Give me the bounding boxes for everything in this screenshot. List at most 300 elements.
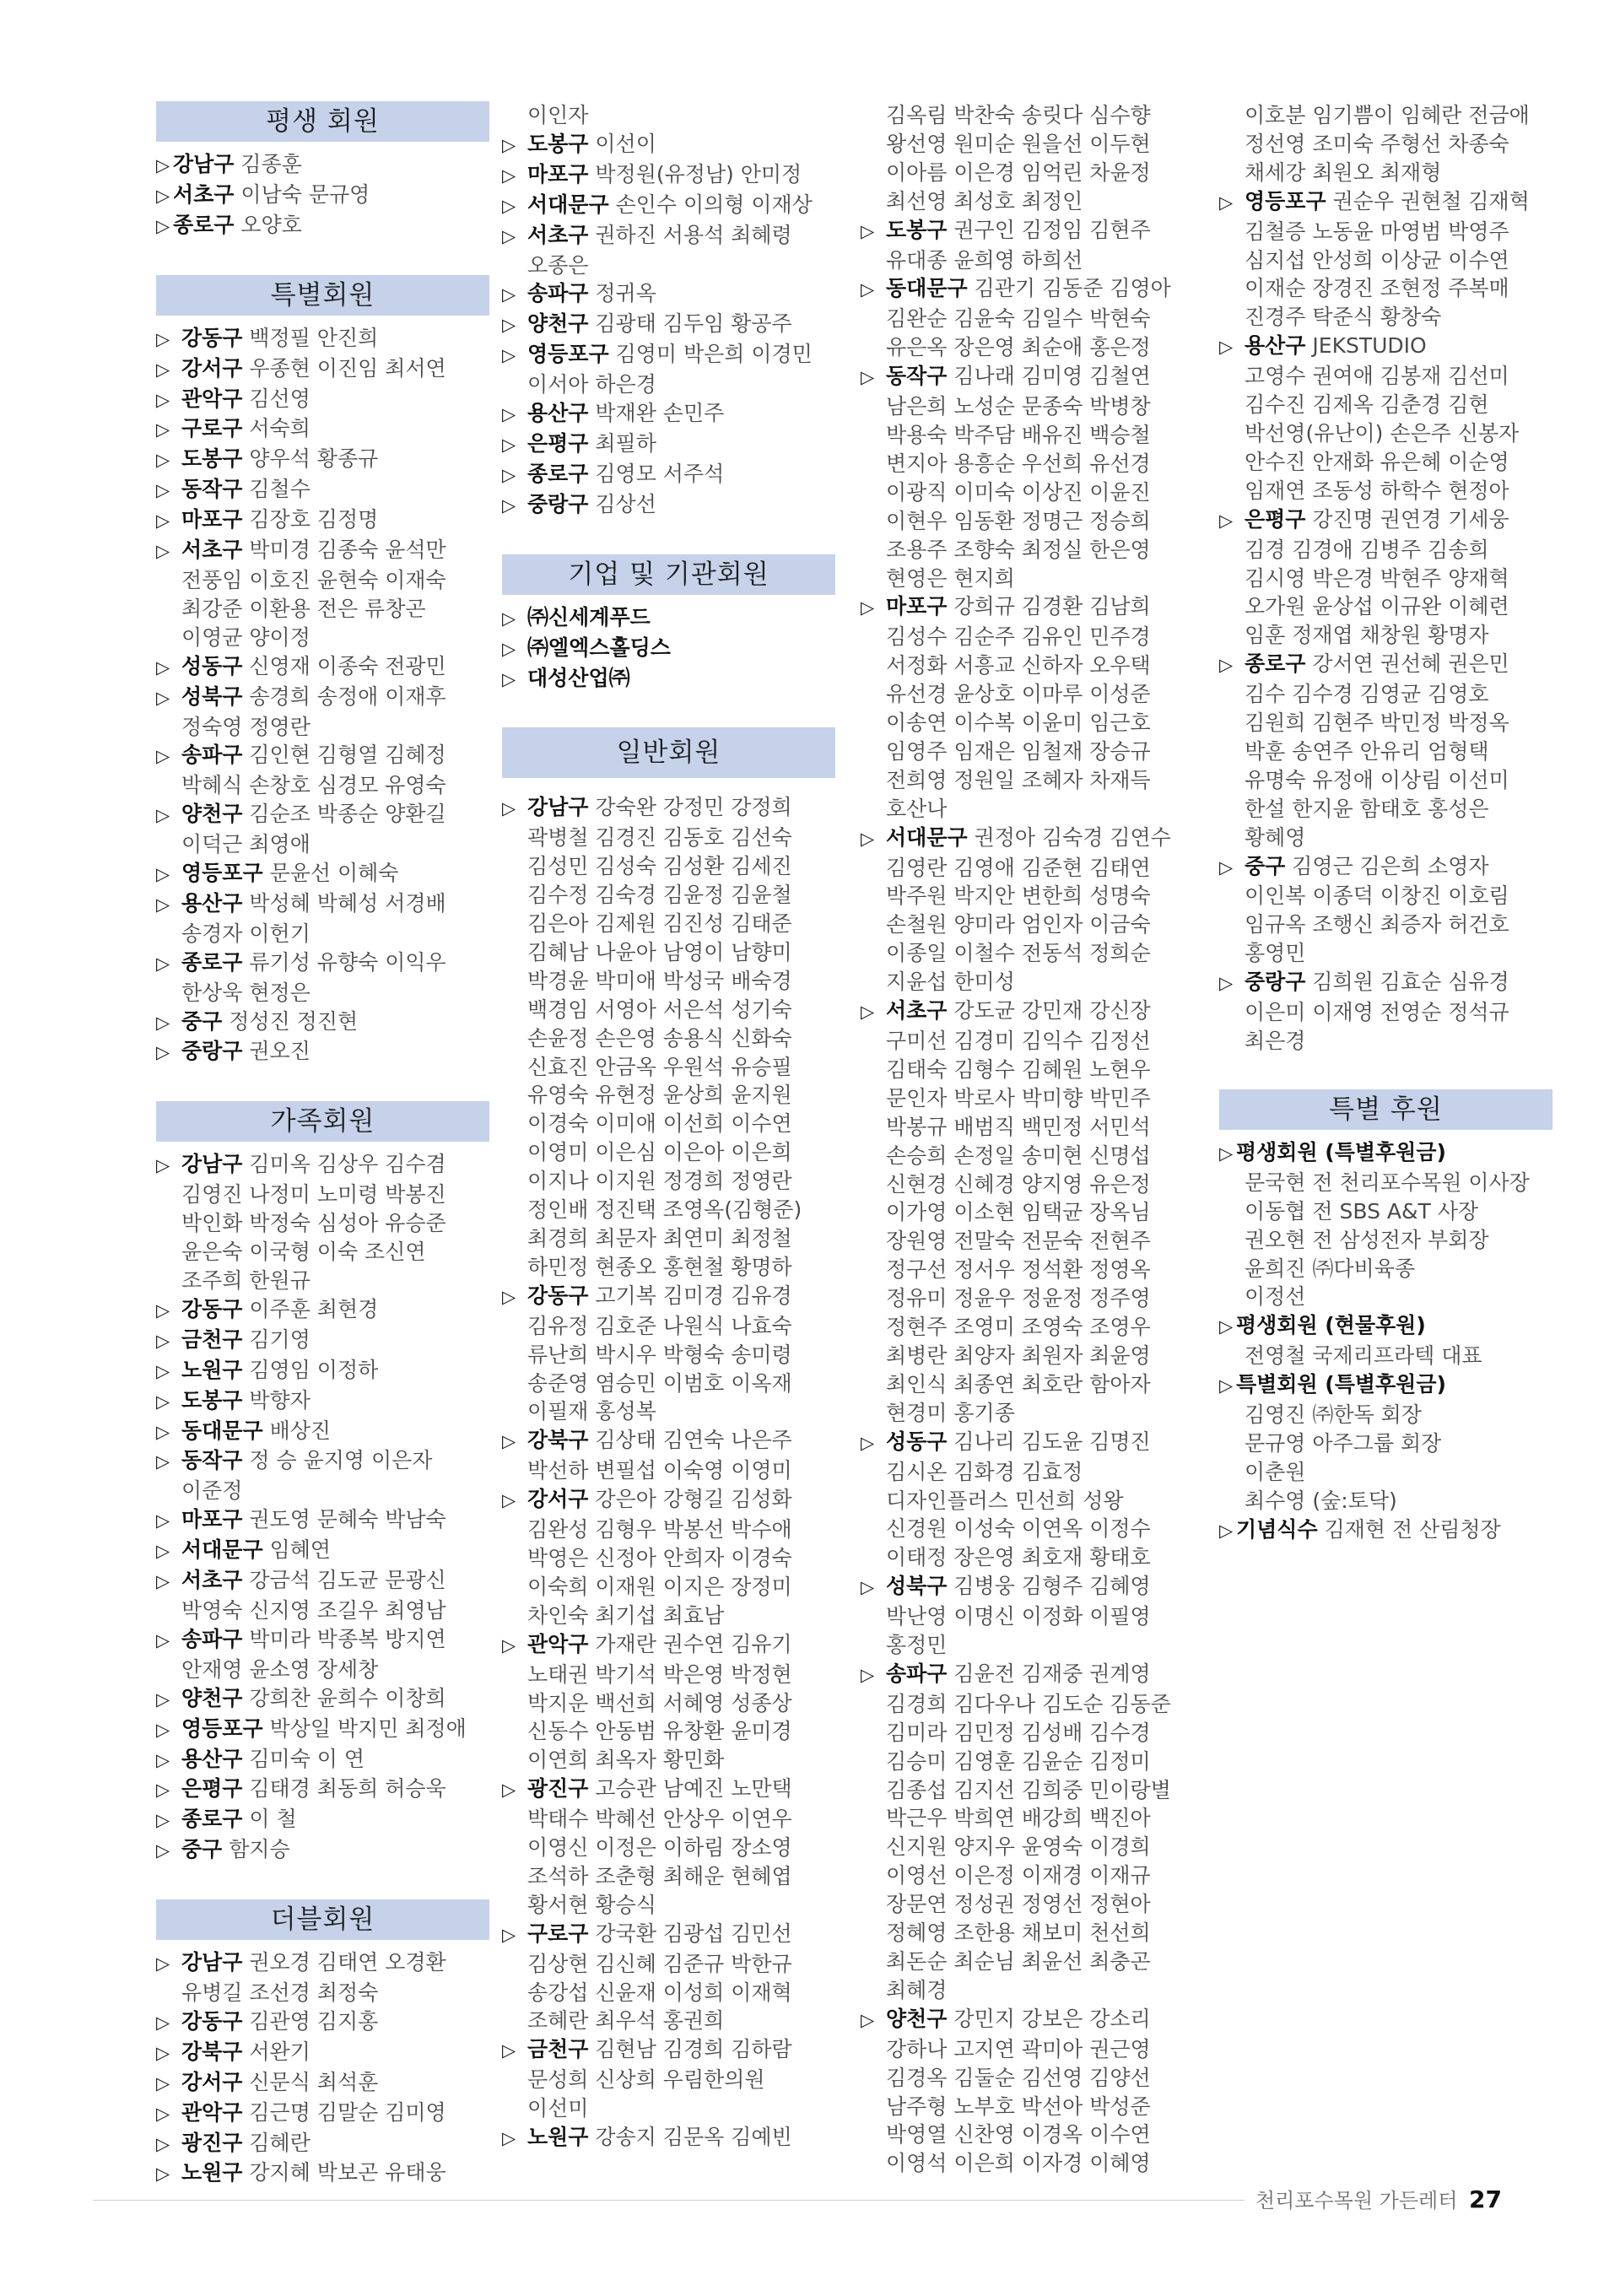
member-entry [156, 652, 489, 683]
member-entry [502, 2123, 835, 2153]
district-label: 강남구 [181, 1950, 243, 1975]
district-label: 금천구 [527, 2037, 589, 2062]
district-label: 영등포구 [181, 861, 263, 886]
member-names-continued: 정숙영 정영란 [181, 714, 310, 739]
member-names: 김관영 김지홍 [249, 2008, 379, 2034]
footer-divider [93, 2200, 1245, 2201]
section-spacer [502, 694, 835, 727]
member-names-continued: 송준영 염승민 이범호 이옥재 [527, 1370, 792, 1396]
member-names: 김현남 김경희 김하람 [595, 2037, 792, 2062]
member-names-continued: 홍영민 [1245, 941, 1306, 966]
district-label: 양천구 [181, 802, 243, 827]
member-names: 강은아 강형길 김성화 [595, 1487, 792, 1512]
district-label: 도봉구 [181, 1387, 243, 1413]
district-label: 노원구 [181, 2160, 243, 2185]
triangle-bullet-icon [156, 1948, 181, 1979]
member-names: 서숙희 [249, 416, 310, 441]
district-label: 강동구 [181, 2008, 243, 2034]
district-label: 송파구 [181, 1626, 243, 1651]
member-names-continued: 최수영 (숲:토닥) [1245, 1488, 1397, 1513]
member-names: 김병웅 김형주 김혜영 [953, 1574, 1151, 1599]
member-entry [156, 683, 489, 713]
member-names: 김선영 [249, 386, 310, 411]
triangle-bullet-icon [502, 490, 527, 521]
member-names: 김희원 김효순 심유경 [1312, 970, 1509, 995]
member-names-continued: 이광직 이미숙 이상진 이윤진 [886, 479, 1151, 505]
member-entry [156, 475, 489, 505]
member-names: 김태경 최동희 허승욱 [249, 1776, 446, 1802]
member-entry [502, 1426, 835, 1456]
member-names: 임혜연 [269, 1537, 332, 1563]
member-names-continued: 신동수 안동범 유창환 윤미경 [527, 1719, 792, 1744]
member-names-continued: 전풍임 이호진 윤현숙 이재숙 [181, 567, 446, 592]
triangle-bullet-icon [156, 536, 181, 566]
district-label: 광진구 [527, 1776, 589, 1802]
district-label: 동대문구 [181, 1418, 263, 1443]
member-names-continued: 유병길 조선경 최정숙 [181, 1980, 379, 2006]
member-names-continued: 손철원 양미라 엄인자 이금숙 [886, 912, 1151, 937]
district-label: 중랑구 [181, 1039, 243, 1064]
member-entry [502, 130, 835, 160]
triangle-bullet-icon [156, 800, 181, 830]
district-label: 서대문구 [181, 1537, 263, 1563]
member-entry [1219, 187, 1552, 218]
member-names-continued: 김유정 김호준 나원식 나효숙 [527, 1313, 792, 1338]
member-entry [156, 1745, 489, 1775]
member-entry [156, 1775, 489, 1805]
member-names: 강지혜 박보곤 유태웅 [249, 2160, 446, 2185]
district-label: 강동구 [181, 1296, 243, 1321]
district-label: 양천구 [527, 311, 589, 337]
district-label: 특별회원 (특별후원금) [1236, 1372, 1446, 1397]
triangle-bullet-icon [156, 1805, 181, 1835]
member-names-continued: 안수진 안재화 유은혜 이순영 [1245, 449, 1509, 474]
newsletter-title: 천리포수목원 가든레터 [1255, 2189, 1458, 2212]
district-label: 마포구 [181, 1507, 243, 1532]
member-entry [156, 1417, 489, 1447]
member-names-continued: 변지아 용흥순 우선희 유선경 [886, 451, 1151, 476]
member-names-continued: 최은경 [1245, 1029, 1306, 1053]
district-label: 노원구 [527, 2125, 589, 2150]
district-label: 동작구 [886, 364, 948, 389]
triangle-bullet-icon [502, 130, 527, 160]
district-label: 동대문구 [886, 276, 968, 301]
member-names-continued: 김영진 나정미 노미령 박봉진 [181, 1182, 446, 1207]
member-names: 김기영 [249, 1326, 310, 1352]
triangle-bullet-icon [156, 1566, 181, 1596]
member-names-continued: 박혜식 손창호 심경모 유영숙 [181, 773, 446, 798]
member-entry [156, 2007, 489, 2038]
member-names-continued: 이영신 이정은 이하림 장소영 [527, 1835, 792, 1861]
member-names-continued: 유명숙 유정애 이상림 이선미 [1245, 767, 1509, 792]
member-names: 박미경 김종숙 윤석만 [249, 538, 446, 563]
triangle-bullet-icon [502, 310, 527, 340]
member-names-continued: 정현주 조영미 조영숙 조영우 [886, 1315, 1151, 1340]
district-label: 용산구 [527, 401, 589, 426]
member-names-continued: 강하나 고지연 곽미아 권근영 [886, 2036, 1151, 2061]
member-names-continued: 곽병철 김경진 김동호 김선숙 [527, 825, 792, 851]
member-names-continued: 김시온 김화경 김효정 [886, 1459, 1083, 1484]
member-names: 송경희 송정애 이재후 [249, 683, 446, 709]
member-names: 권구인 김정임 김현주 [953, 217, 1151, 242]
district-label: 서초구 [181, 1568, 243, 1593]
member-names: 강금석 김도균 문광신 [249, 1568, 446, 1593]
district-label: 서초구 [181, 538, 243, 563]
column-1 [156, 101, 489, 2189]
member-names: 고승관 남예진 노만택 [595, 1776, 792, 1802]
member-names-continued: 김은아 김제원 김진성 김태준 [527, 911, 792, 937]
triangle-bullet-icon [502, 460, 527, 490]
member-names-continued: 송강섭 신윤재 이성희 이재혁 [527, 1980, 792, 2005]
district-label: 중랑구 [527, 491, 589, 516]
triangle-bullet-icon [156, 683, 181, 713]
triangle-bullet-icon [861, 1428, 886, 1458]
member-names: 정 승 윤지영 이은자 [249, 1448, 433, 1473]
footer [1256, 2184, 1502, 2213]
member-names: 권정아 김숙경 김연수 [974, 824, 1171, 850]
member-entry [861, 1428, 1194, 1458]
triangle-bullet-icon [156, 385, 181, 415]
district-label: 종로구 [181, 949, 243, 975]
member-entry [861, 997, 1194, 1027]
district-label: 양천구 [181, 1685, 243, 1710]
member-names-continued: 이아름 이은경 임억린 차윤정 [886, 159, 1151, 185]
member-entry [156, 2068, 489, 2099]
triangle-bullet-icon [502, 1630, 527, 1661]
triangle-bullet-icon [156, 2038, 181, 2068]
member-names-continued: 백경임 서영아 서은석 성기숙 [527, 997, 792, 1022]
triangle-bullet-icon [156, 741, 181, 771]
member-entry [156, 505, 489, 536]
member-names-continued: 김경희 김다우나 김도순 김동준 [886, 1691, 1171, 1716]
district-label: 성북구 [181, 683, 243, 709]
district-label: ㈜신세계푸드 [527, 604, 651, 629]
member-names-continued: 김혜남 나윤아 남영이 남향미 [527, 939, 792, 964]
member-names-continued: 조혜란 최우석 홍권희 [527, 2008, 725, 2034]
member-names-continued: 류난희 박시우 박형숙 송미령 [527, 1342, 792, 1367]
member-names-continued: 이연희 최옥자 황민화 [527, 1748, 725, 1773]
member-entry [502, 279, 835, 310]
member-names: 백정필 안진희 [249, 325, 379, 350]
member-names-continued: 손윤정 손은영 송용식 신화숙 [527, 1025, 792, 1051]
member-names-continued: 김상현 김신혜 김준규 박한규 [527, 1951, 792, 1976]
triangle-bullet-icon [1219, 1515, 1236, 1546]
member-names-continued: 유선경 윤상호 이마루 이성준 [886, 682, 1151, 707]
triangle-bullet-icon [156, 889, 181, 920]
member-entry [156, 741, 489, 771]
district-label: 은평구 [527, 430, 589, 456]
triangle-bullet-icon [502, 664, 527, 694]
member-names-continued: 지윤섭 한미성 [886, 970, 1015, 995]
member-entry [502, 793, 835, 824]
triangle-bullet-icon [156, 445, 181, 475]
member-names-continued: 이춘원 [1245, 1459, 1306, 1484]
member-names: 박성혜 박혜성 서경배 [249, 890, 446, 916]
triangle-bullet-icon [861, 274, 886, 305]
triangle-bullet-icon [861, 824, 886, 854]
member-names: 김상태 김연숙 나은주 [595, 1428, 792, 1453]
triangle-bullet-icon [502, 340, 527, 370]
district-label: 영등포구 [1245, 188, 1326, 213]
member-names-continued: 임영주 임재은 임철재 장승규 [886, 738, 1151, 764]
member-names: 박재완 손민주 [595, 401, 725, 426]
member-names-continued: 박영숙 신지영 조길우 최영남 [181, 1597, 446, 1623]
member-names-continued: 김미라 김민정 김성배 김수경 [886, 1720, 1151, 1745]
member-entry [861, 592, 1194, 623]
district-label: 중구 [1245, 853, 1286, 878]
triangle-bullet-icon [156, 414, 181, 445]
district-label: 서초구 [886, 998, 948, 1024]
triangle-bullet-icon [156, 1684, 181, 1715]
member-names-continued: 심지섭 안성희 이상균 이수연 [1245, 247, 1509, 273]
member-names-continued: 임재연 조동성 하학수 현정아 [1245, 478, 1509, 503]
member-entry [156, 1715, 489, 1745]
member-names-continued: 이종일 이철수 전동석 정희순 [886, 941, 1151, 966]
district-label: 강남구 [181, 1152, 243, 1177]
member-entry [861, 1660, 1194, 1690]
triangle-bullet-icon [861, 1660, 886, 1690]
member-names: 김철수 [249, 477, 310, 502]
triangle-bullet-icon [502, 793, 527, 824]
triangle-bullet-icon [1219, 505, 1245, 536]
triangle-bullet-icon [1219, 1138, 1236, 1169]
member-names-continued: 김완성 김형우 박봉선 박수애 [527, 1517, 792, 1542]
triangle-bullet-icon [156, 1326, 181, 1356]
district-label: 성동구 [181, 653, 243, 678]
member-names-continued: 박용숙 박주담 배유진 백승철 [886, 422, 1151, 447]
member-names: 김관기 김동준 김영아 [974, 276, 1171, 301]
member-entry [1219, 1138, 1552, 1169]
member-names-continued: 최병란 최양자 최원자 최윤영 [886, 1342, 1151, 1368]
member-names-continued: 임규옥 조행신 최증자 허건호 [1245, 912, 1509, 937]
member-names: 김영임 이정하 [249, 1357, 379, 1382]
district-label: 종로구 [527, 461, 589, 486]
triangle-bullet-icon [861, 1572, 886, 1602]
triangle-bullet-icon [861, 362, 886, 392]
member-names-continued: 노태권 박기석 박은영 박정현 [527, 1661, 792, 1687]
district-label: 마포구 [181, 507, 243, 532]
triangle-bullet-icon [156, 1745, 181, 1775]
member-names-continued: 이정선 [1245, 1284, 1306, 1310]
member-names: JEKSTUDIO [1312, 333, 1427, 359]
member-names-continued: 이호분 임기쁨이 임혜란 전금애 [1245, 103, 1530, 127]
member-entry [156, 1386, 489, 1417]
triangle-bullet-icon [1219, 650, 1245, 680]
member-names-continued: 정구선 정서우 정석환 정영옥 [886, 1257, 1151, 1283]
member-entry [502, 191, 835, 221]
member-names-continued: 정선영 조미숙 주형선 차종숙 [1245, 131, 1509, 156]
member-names: 이 철 [249, 1807, 297, 1832]
member-names: 강희규 김경환 김남희 [953, 594, 1151, 619]
member-names: 문윤선 이혜숙 [269, 861, 399, 886]
member-entry [156, 2099, 489, 2129]
district-label: 강북구 [181, 2039, 243, 2064]
member-names-continued: 박주원 박지안 변한희 성명숙 [886, 883, 1151, 909]
triangle-bullet-icon [502, 1485, 527, 1515]
member-entry [502, 634, 835, 664]
triangle-bullet-icon [156, 1356, 181, 1386]
member-names: 강희찬 윤희수 이창희 [249, 1685, 446, 1710]
member-entry [156, 1326, 489, 1356]
triangle-bullet-icon [156, 2068, 181, 2099]
triangle-bullet-icon [156, 181, 173, 211]
district-label: 강남구 [173, 152, 235, 176]
member-entry [502, 460, 835, 490]
member-names: 강국환 김광섭 김민선 [595, 1921, 792, 1946]
member-entry [156, 2129, 489, 2159]
member-entry [156, 2038, 489, 2068]
column-3 [861, 101, 1194, 2178]
member-entry [156, 1948, 489, 1979]
member-names-continued: 이인복 이종덕 이창진 이호림 [1245, 883, 1509, 909]
member-names-continued: 조주희 한원규 [181, 1268, 310, 1293]
member-names: 정귀옥 [595, 281, 656, 306]
triangle-bullet-icon [502, 2123, 527, 2153]
member-entry [156, 1446, 489, 1477]
district-label: 중랑구 [1245, 970, 1306, 995]
district-label: 기념식수 [1236, 1516, 1318, 1542]
member-entry [156, 385, 489, 415]
member-names-continued: 조용주 조향숙 최정실 한은영 [886, 537, 1151, 562]
member-names: 김영미 박은희 이경민 [615, 342, 813, 367]
member-names-continued: 현영은 현지희 [886, 565, 1015, 591]
member-names-continued: 최돈순 최순님 최윤선 최충곤 [886, 1949, 1151, 1974]
member-names: 가재란 권수연 김유기 [595, 1631, 792, 1656]
member-names: 우종현 이진임 최서연 [249, 355, 446, 381]
triangle-bullet-icon [156, 1775, 181, 1805]
member-entry [156, 1295, 489, 1326]
member-names-continued: 문국현 전 천리포수목원 이사장 [1245, 1170, 1530, 1195]
district-label: 구로구 [527, 1921, 589, 1946]
district-label: 용산구 [181, 890, 243, 916]
member-entry [156, 1356, 489, 1386]
member-entry [502, 1485, 835, 1515]
member-names-continued: 조석하 조춘형 최해운 현혜엽 [527, 1863, 792, 1888]
triangle-bullet-icon [502, 160, 527, 191]
member-names: 김광태 김두임 황공주 [595, 311, 792, 337]
member-entry [861, 2005, 1194, 2035]
member-names-continued: 이덕근 최영애 [181, 832, 310, 857]
member-names: 김종훈 [240, 152, 302, 176]
district-label: 송파구 [181, 743, 243, 768]
member-names-continued: 윤은숙 이국형 이숙 조신연 [181, 1240, 426, 1265]
district-label: 동작구 [181, 477, 243, 502]
member-names-continued: 이태정 장은영 최호재 황태호 [886, 1545, 1151, 1570]
triangle-bullet-icon [502, 1426, 527, 1456]
member-names: 양우석 황종규 [249, 446, 379, 472]
member-entry [502, 429, 835, 460]
section-heading: 특별회원 [156, 275, 489, 316]
member-names-continued: 정유미 정윤우 정윤정 정주영 [886, 1286, 1151, 1311]
district-label: 마포구 [886, 594, 948, 619]
triangle-bullet-icon [156, 652, 181, 683]
member-entry [156, 1566, 489, 1596]
member-names-continued: 구미선 김경미 김익수 김정선 [886, 1029, 1151, 1053]
member-names-continued: 이숙희 이재원 이지은 장정미 [527, 1574, 792, 1599]
section-spacer [156, 241, 489, 275]
member-names-continued: 이영선 이은정 이재경 이재규 [886, 1863, 1151, 1888]
member-names-continued: 서정화 서흥교 신하자 오우택 [886, 653, 1151, 678]
member-entry [502, 310, 835, 340]
member-names: 오양호 [240, 212, 302, 237]
triangle-bullet-icon [502, 221, 527, 251]
member-entry [502, 1775, 835, 1805]
triangle-bullet-icon [156, 2099, 181, 2129]
district-label: 구로구 [181, 416, 243, 441]
member-names-continued: 진경주 탁준식 황창숙 [1245, 305, 1442, 330]
member-entry [502, 340, 835, 370]
member-entry [156, 414, 489, 445]
triangle-bullet-icon [502, 429, 527, 460]
member-entry [156, 536, 489, 566]
member-names: 박상일 박지민 최정애 [269, 1715, 467, 1741]
member-entry [861, 216, 1194, 246]
member-names-continued: 한설 한지윤 함태호 홍성은 [1245, 796, 1489, 821]
member-entry [156, 354, 489, 385]
member-names: 이선이 [595, 131, 656, 156]
triangle-bullet-icon [156, 1625, 181, 1656]
district-label: 강북구 [527, 1428, 589, 1453]
member-names-continued: 김승미 김영훈 김윤순 김정미 [886, 1748, 1151, 1774]
member-names-continued: 김영란 김영애 김준현 김태연 [886, 855, 1151, 880]
member-names-continued: 문규영 아주그룹 회장 [1245, 1430, 1442, 1456]
triangle-bullet-icon [156, 1505, 181, 1536]
member-names-continued: 문인자 박로사 박미향 박민주 [886, 1085, 1151, 1110]
member-names: 김나래 김미영 김철연 [953, 364, 1151, 389]
member-names-continued: 김수진 김제옥 김춘경 김현 [1245, 392, 1489, 418]
member-names-continued: 디자인플러스 민선희 성왕 [886, 1488, 1124, 1513]
district-label: 영등포구 [181, 1715, 263, 1741]
member-entry [1219, 1311, 1552, 1342]
member-names: 김영모 서주석 [595, 461, 725, 486]
member-names: 강송지 김문옥 김예빈 [595, 2125, 792, 2150]
member-names-continued: 이필재 홍성복 [527, 1399, 656, 1424]
member-names-continued: 차인숙 최기섭 최효남 [527, 1602, 725, 1628]
member-names: 김상선 [595, 491, 656, 516]
member-entry [502, 490, 835, 521]
district-label: 마포구 [527, 161, 589, 186]
member-entry [156, 324, 489, 354]
district-label: 대성산업㈜ [527, 665, 630, 690]
member-names-continued: 최선영 최성호 최정인 [886, 188, 1083, 213]
member-names-continued: 황서현 황승식 [527, 1892, 656, 1917]
member-names: 최필하 [595, 430, 656, 456]
member-names-continued: 김철증 노동윤 마영범 박영주 [1245, 219, 1509, 244]
member-entry [156, 1037, 489, 1067]
member-names-continued: 이은미 이재영 전영순 정석규 [1245, 1000, 1509, 1025]
member-names: 김미옥 김상우 김수겸 [249, 1152, 446, 1177]
member-names-continued: 전영철 국제리프라텍 대표 [1245, 1343, 1482, 1369]
district-label: 동작구 [181, 1448, 243, 1473]
section-heading: 더블회원 [156, 1899, 489, 1940]
member-names-continued: 하민정 현종오 홍현철 황명하 [527, 1254, 792, 1279]
member-names-continued: 호산나 [886, 796, 948, 821]
triangle-bullet-icon [502, 1920, 527, 1950]
member-names: 권오경 김태연 오경환 [249, 1950, 446, 1975]
district-label: 영등포구 [527, 342, 609, 367]
triangle-bullet-icon [502, 634, 527, 664]
district-label: 종로구 [1245, 651, 1306, 677]
member-names-continued: 윤희진 ㈜다비육종 [1245, 1256, 1415, 1281]
member-entry [156, 150, 489, 181]
district-label: 용산구 [1245, 333, 1306, 359]
member-names-continued: 이영미 이은심 이은아 이은희 [527, 1140, 792, 1165]
triangle-bullet-icon [156, 354, 181, 385]
member-names-continued: 최경희 최문자 최연미 최정철 [527, 1226, 792, 1251]
district-label: 중구 [181, 1837, 223, 1862]
member-names-continued: 이동협 전 SBS A&T 사장 [1245, 1198, 1479, 1224]
member-names-continued: 박선영(유난이) 손은주 신봉자 [1245, 420, 1520, 446]
